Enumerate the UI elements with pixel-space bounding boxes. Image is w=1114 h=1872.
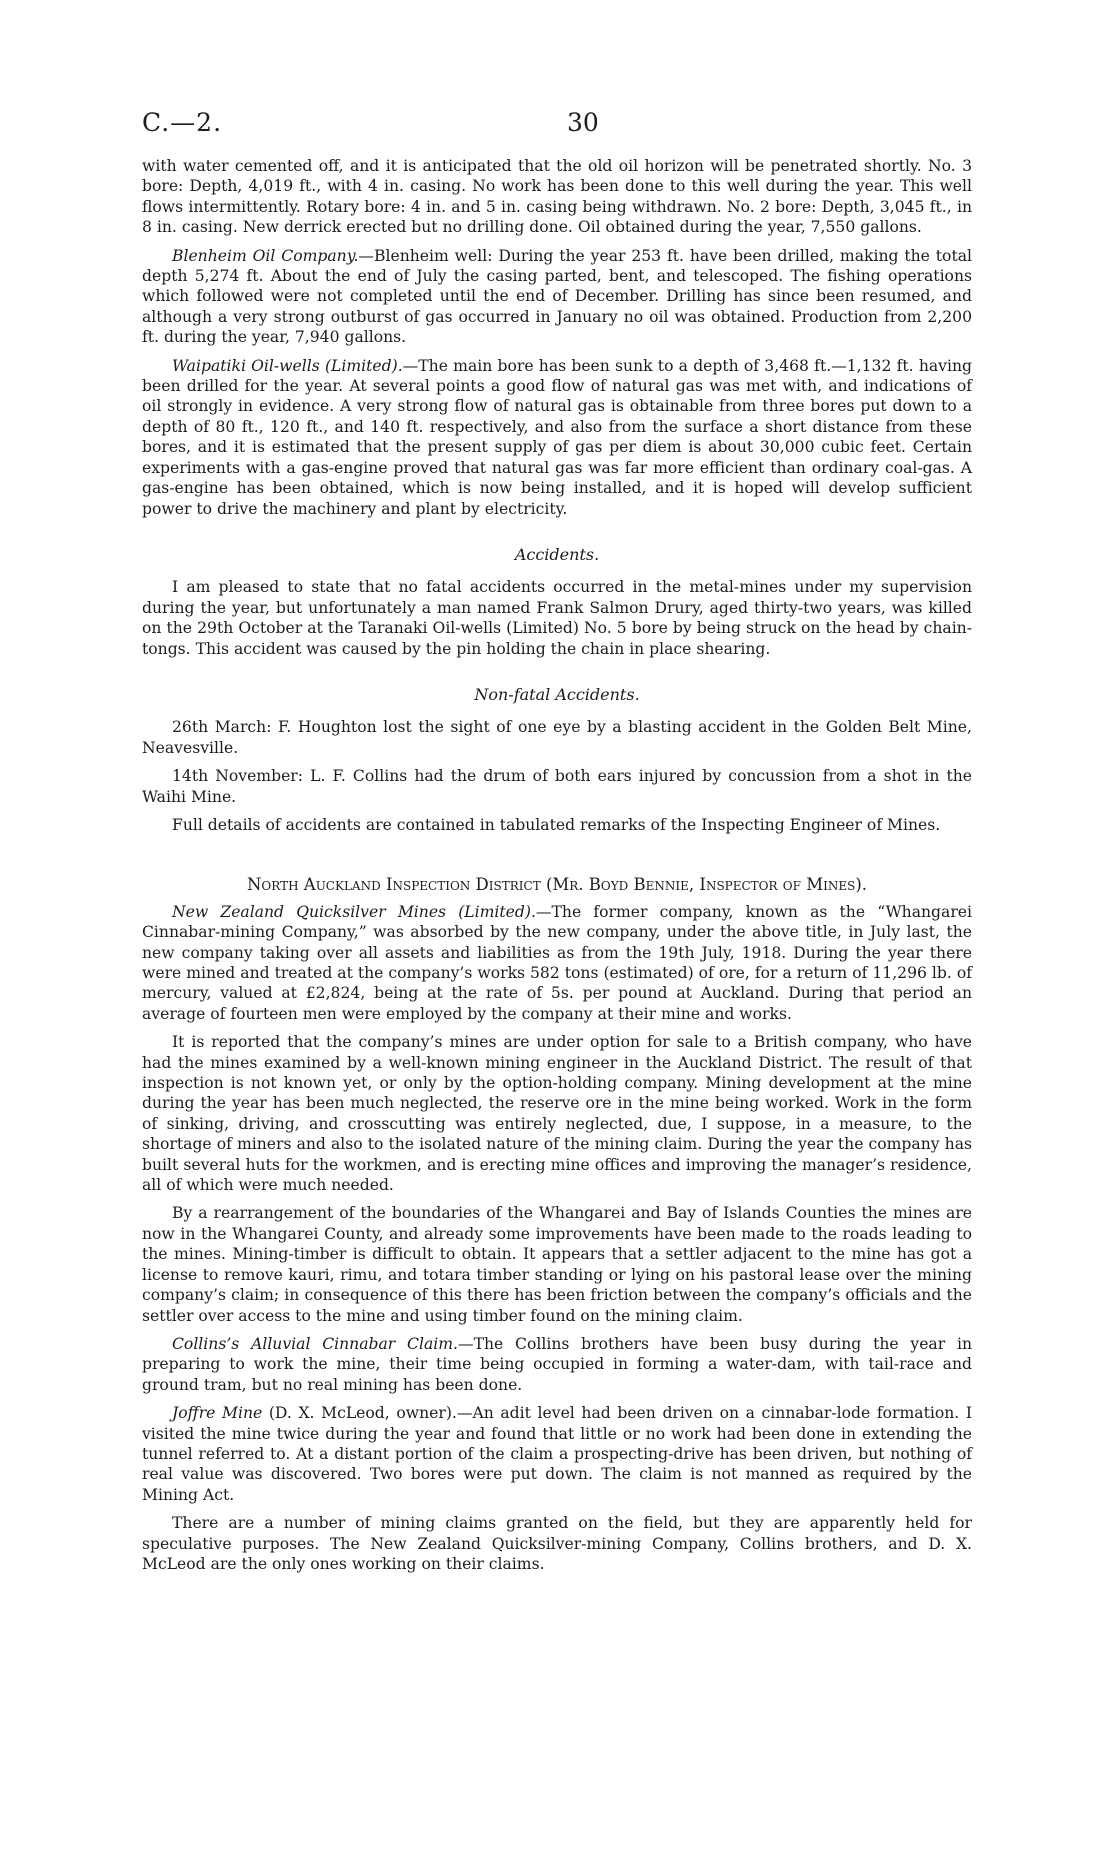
paragraph-text: (D. X. McLeod, owner).—An adit level had been driven on a cinnabar-lode formation. I visited the mine twice during the year and found that little or no work had been done in extending the tunnel referred to. At a distant portion of the claim a prospecting-drive has been driven, but nothing of real value was discovered. Two bores were put down. The claim is not manned as required by the Mining Act. (142, 1404, 972, 1504)
paragraph-text: —The former company, known as the “Whangarei Cinnabar-mining Company,” was absorbed by the new company, under the above title, in July last, the new company taking over all assets and liabilities as from the 19th July, 1918. During the year there were mined and treated at the company’s works 582 tons (estimated) of ore, for a return of 11,296 lb. of mercury, valued at £2,824, being at the rate of 5s. per pound at Auckland. During that period an average of fourteen men were employed by the company at their mine and works. (142, 902, 972, 1023)
company-title: Waipatiki Oil-wells (Limited). (172, 356, 403, 375)
accidents-heading: Accidents. (514, 544, 600, 564)
paragraph-oil-bores: with water cemented off, and it is anticipated that the old oil horizon will be penetrated shortly. No. 3 bore: Depth, 4,019 ft., with 4 in. casing. No work has been done to this well during the year. This well flows intermittently. Rotary bore: 4 in. and 5 in. casing being withdrawn. No. 2 bore: Depth, 3,045 ft., in 8 in. casing. New derrick erected but no drilling done. Oil obtained during the year, 7,550 gallons. (142, 157, 972, 237)
paragraph-county-boundaries: By a rearrangement of the boundaries of the Whangarei and Bay of Islands Counties the mines are now in the Whangarei County, and already some improvements have been made to the roads leading to the mines. Mining-timber is difficult to obtain. It appears that a settler adjacent to the mine has got a license to remove kauri, rimu, and totara timber standing or lying on his pastoral lease over the mining company’s claim; in consequence of this there has been friction between the company’s officials and the settler over access to the mine and using timber found on the mining claim. (142, 1204, 972, 1325)
nonfatal-accidents-heading: Non-fatal Accidents. (474, 684, 640, 704)
paragraph-waipatiki (142, 356, 972, 519)
page-header (142, 108, 972, 142)
company-title: New Zealand Quicksilver Mines (Limited). (172, 902, 536, 921)
paragraph-accident-details: Full details of accidents are contained in tabulated remarks of the Inspecting Engineer of Mines. (172, 815, 941, 834)
paragraph-blenheim (142, 246, 972, 348)
paragraph-fatal-accidents: I am pleased to state that no fatal accidents occurred in the metal-mines under my supervision during the year, but unfortunately a man named Frank Salmon Drury, aged thirty-two years, was killed on the 29th October at the Taranaki Oil-wells (Limited) No. 5 bore by being struck on the head by chain-tongs. This accident was caused by the pin holding the chain in place shearing. (142, 578, 972, 658)
district-heading: North Auckland Inspection District (Mr. Boyd Bennie, Inspector of Mines). (246, 875, 868, 895)
paragraph-text: —The Collins brothers have been busy during the year in preparing to work the mine, their time being occupied in forming a water-dam, with tail-race and ground tram, but no real mining has been done. (142, 1334, 972, 1394)
paragraph-joffre-mine (142, 1403, 972, 1505)
company-title: Blenheim Oil Company. (172, 246, 359, 265)
page-number: 30 (567, 108, 599, 137)
paragraph-option-for-sale: It is reported that the company’s mines are under option for sale to a British company, who have had the mines examined by a well-known mining engineer in the Auckland District. The result of that inspection is not known yet, or only by the option-holding company. Mining development at the mine during the year has been much neglected, the reserve ore in the mine being worked. Work in the form of sinking, driving, and crosscutting was entirely neglected, due, I suppose, in a measure, to the shortage of miners and also to the isolated nature of the mining claim. During the year the company has built several huts for the workmen, and is erecting mine offices and improving the manager’s residence, all of which were much needed. (142, 1033, 972, 1195)
paragraph-accident-houghton: 26th March: F. Houghton lost the sight of one eye by a blasting accident in the Golden Belt Mine, Neavesville. (142, 718, 972, 757)
page-body (142, 156, 972, 1582)
paragraph-mining-claims: There are a number of mining claims granted on the field, but they are apparently held for speculative purposes. The New Zealand Quicksilver-mining Company, Collins brothers, and D. X. McLeod are the only ones working on their claims. (142, 1514, 972, 1573)
paragraph-nz-quicksilver (142, 902, 972, 1024)
mine-title: Joffre Mine (172, 1404, 263, 1423)
paragraph-text: —The main bore has been sunk to a depth of 3,468 ft.—1,132 ft. having been drilled for the year. At several points a good flow of natural gas was met with, and indications of oil strongly in evidence. A very strong flow of natural gas is obtainable from three bores put down to a depth of 80 ft., 120 ft., and 140 ft. respectively, and also from the surface a short distance from these bores, and it is estimated that the present supply of gas per diem is about 30,000 cubic feet. Certain experiments with a gas-engine proved that natural gas was far more efficient than ordinary coal-gas. A gas-engine has been obtained, which is now being installed, and it is hoped will develop sufficient power to drive the machinery and plant by electricity. (142, 356, 972, 518)
paragraph-accident-collins: 14th November: L. F. Collins had the drum of both ears injured by concussion from a shot in the Waihi Mine. (142, 767, 972, 806)
paragraph-text: —Blenheim well: During the year 253 ft. have been drilled, making the total depth 5,274 ft. About the end of July the casing parted, bent, and telescoped. The fishing operations which followed were not completed until the end of December. Drilling has since been resumed, and although a very strong outburst of gas occurred in January no oil was obtained. Production from 2,200 ft. during the year, 7,940 gallons. (142, 246, 972, 347)
parliamentary-paper-ref: C.—2. (142, 108, 223, 137)
claim-title: Collins’s Alluvial Cinnabar Claim. (172, 1334, 458, 1353)
paragraph-collins-claim (142, 1334, 972, 1395)
